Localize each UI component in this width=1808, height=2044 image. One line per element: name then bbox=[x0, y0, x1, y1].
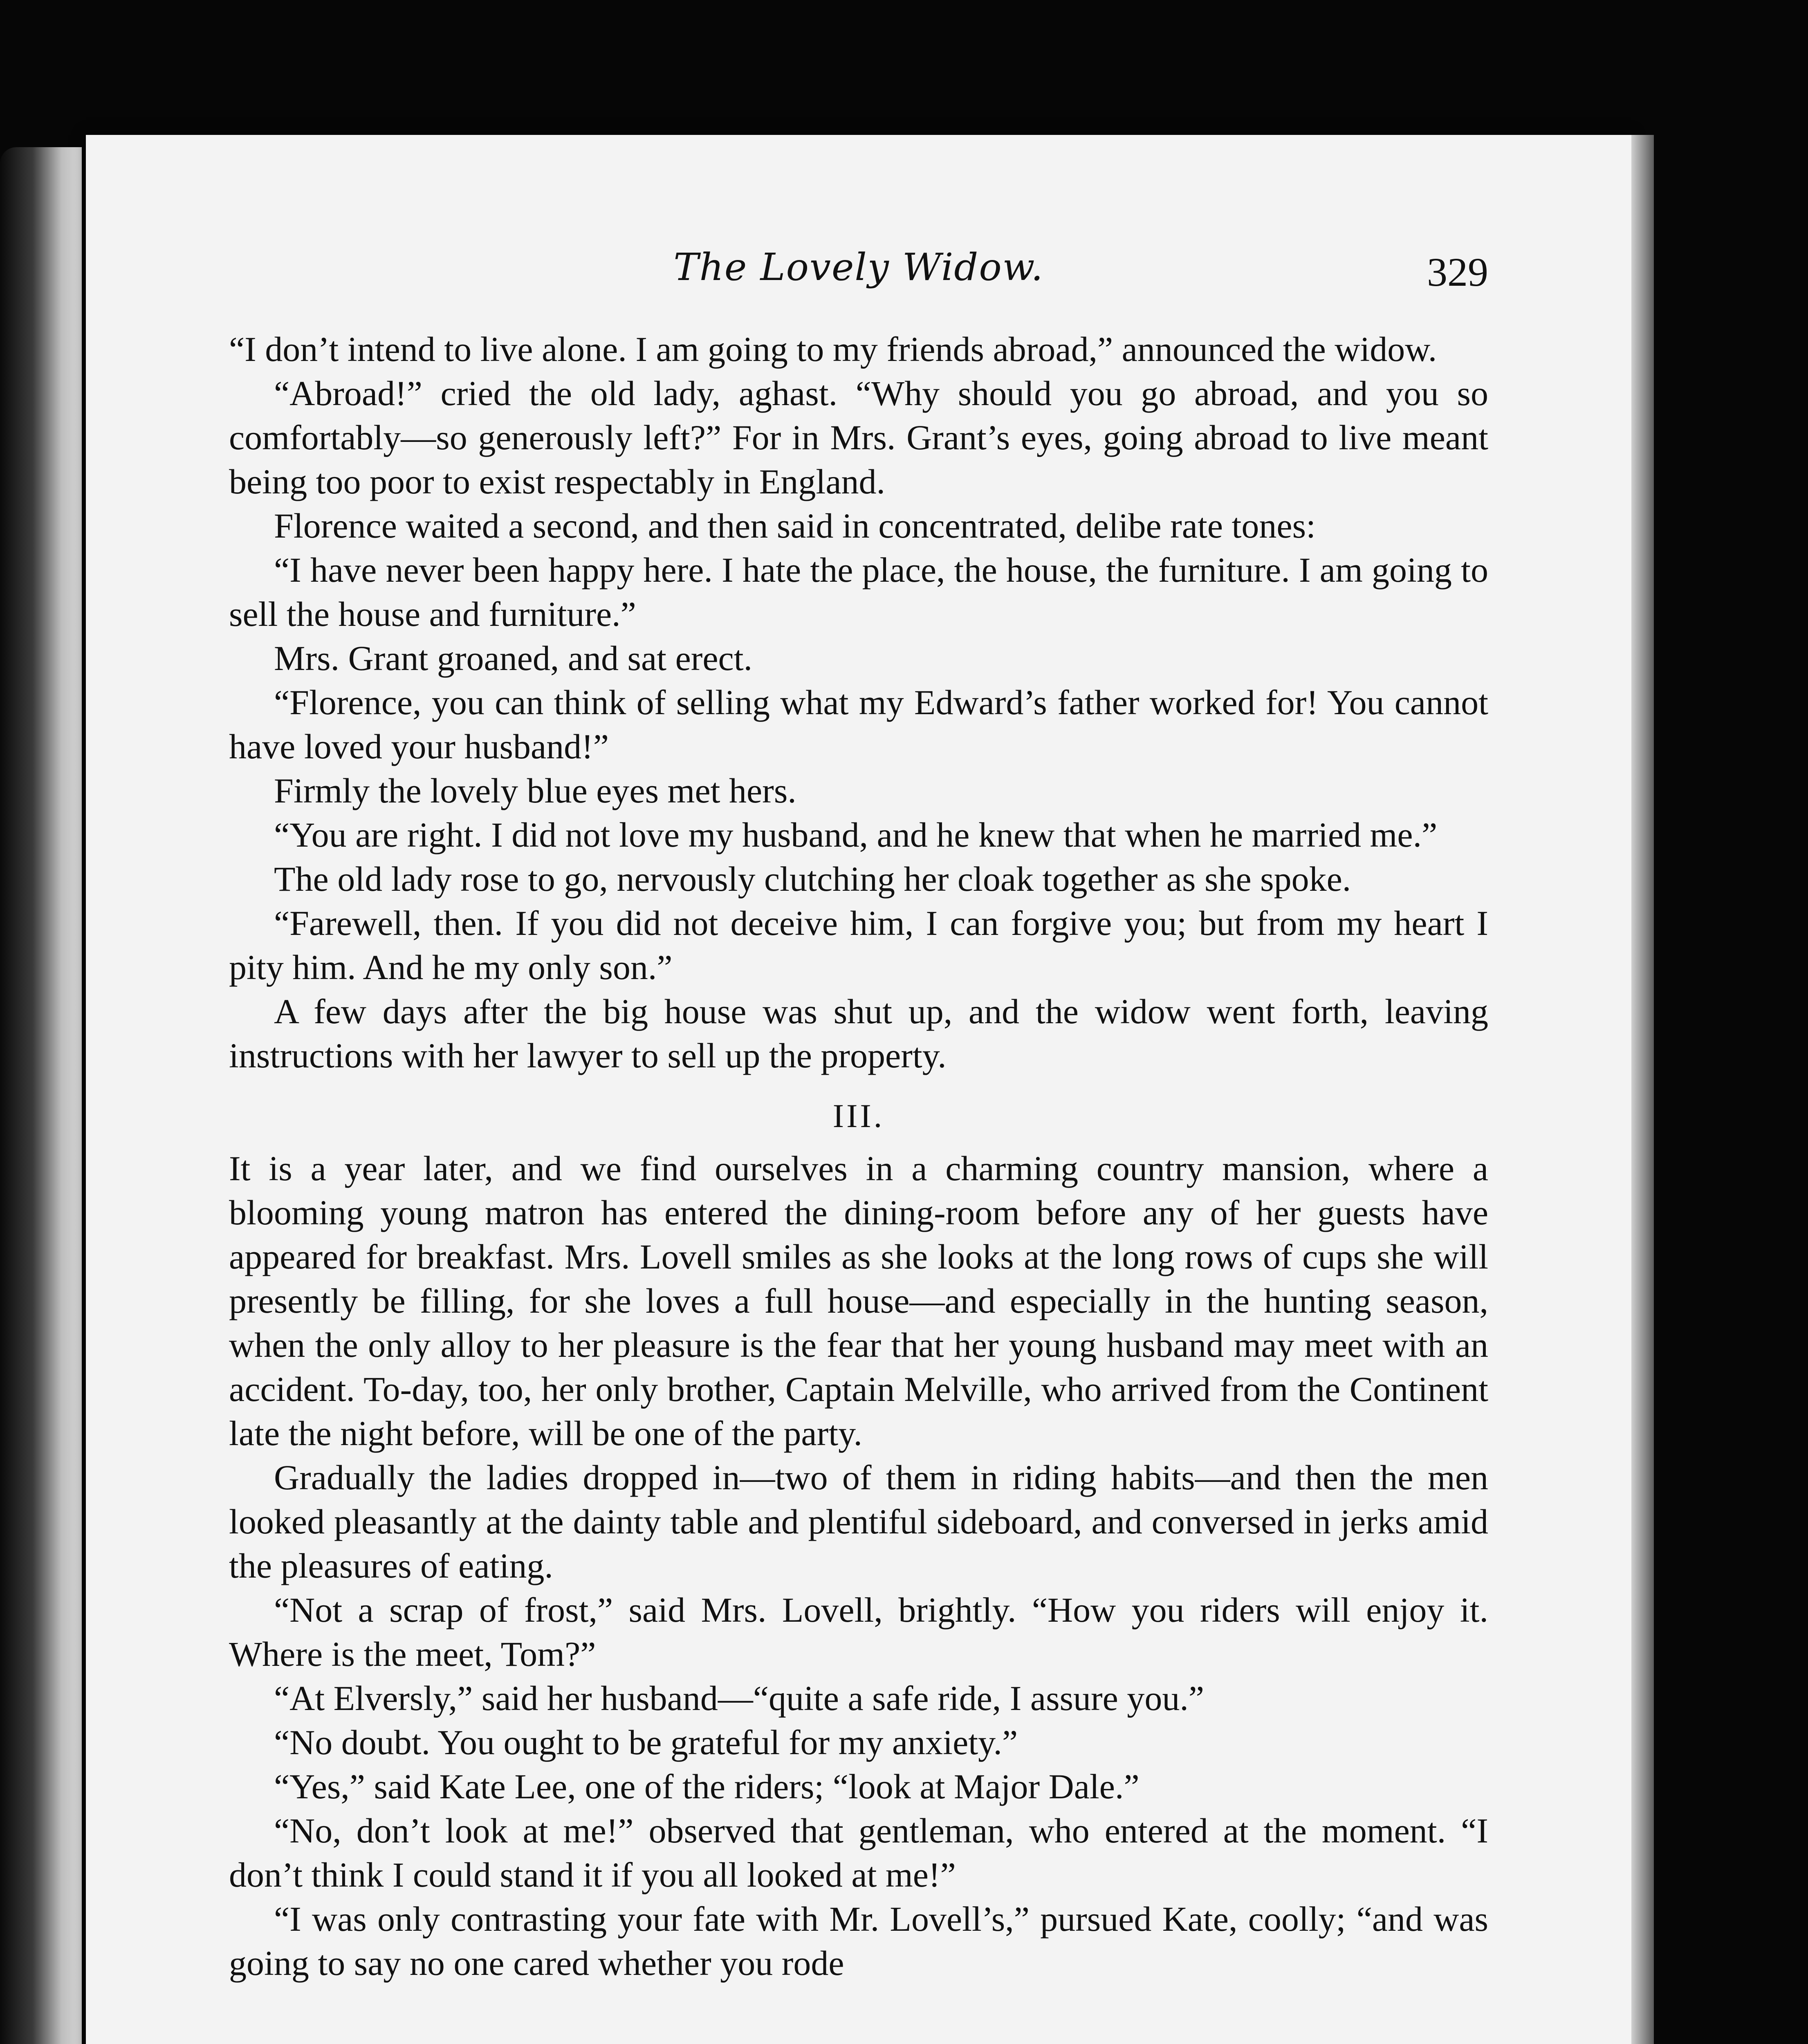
paragraph: A few days after the big house was shut up, and the widow went forth, leaving instructions with her lawyer to sell up the property. bbox=[229, 992, 1488, 1075]
page-sheet bbox=[86, 135, 1631, 2044]
previous-page-edge bbox=[0, 147, 82, 2044]
paragraph: “Florence, you can think of selling what my Edward’s father worked for! You cannot have loved your husband!” bbox=[229, 683, 1488, 766]
body-text bbox=[229, 327, 1488, 1985]
paragraph: Firmly the lovely blue eyes met hers. bbox=[274, 771, 796, 810]
paragraph: It is a year later, and we find ourselves in a charming country mansion, where a blooming young matron has entered the dining-room before any of her guests have appeared for breakfast. Mrs. Lovell smiles as she looks at the long rows of cups she will presently be filling, for she loves a full house—and especially in the hunting season, when the only alloy to her pleasure is the fear that her young husband may meet with an accident. To-day, too, her only brother, Captain Melville, who arrived from the Continent late the night before, will be one of the party. bbox=[229, 1149, 1488, 1453]
paragraph: “I don’t intend to live alone. I am going to my friends abroad,” announced the widow. bbox=[229, 329, 1437, 369]
paragraph: Mrs. Grant groaned, and sat erect. bbox=[274, 639, 753, 678]
page-header bbox=[229, 245, 1488, 311]
paragraph: “Yes,” said Kate Lee, one of the riders; “look at Major Dale.” bbox=[274, 1767, 1140, 1806]
paragraph: Gradually the ladies dropped in—two of them in riding habits—and then the men looked pleasantly at the dainty table and plentiful sideboard, and conversed in jerks amid the pleasures of eating. bbox=[229, 1458, 1488, 1585]
paragraph: Florence waited a second, and then said in concentrated, delibe rate tones: bbox=[274, 506, 1316, 545]
paragraph: “I was only contrasting your fate with Mr. Lovell’s,” pursued Kate, coolly; “and was going to say no one cared whether you rode bbox=[229, 1899, 1488, 1983]
paragraph: “Abroad!” cried the old lady, aghast. “Why should you go abroad, and you so comfortably—so generously left?” For in Mrs. Grant’s eyes, going abroad to live meant being too poor to exist respectably in England. bbox=[229, 374, 1488, 501]
section-heading: III. bbox=[832, 1097, 885, 1134]
paragraph: “No doubt. You ought to be grateful for my anxiety.” bbox=[274, 1723, 1018, 1762]
paragraph: “I have never been happy here. I hate the place, the house, the furniture. I am going to sell the house and furniture.” bbox=[229, 550, 1488, 634]
paragraph: “Farewell, then. If you did not deceive him, I can forgive you; but from my heart I pity him. And he my only son.” bbox=[229, 903, 1488, 987]
paragraph: “Not a scrap of frost,” said Mrs. Lovell, brightly. “How you riders will enjoy it. Where is the meet, Tom?” bbox=[229, 1590, 1488, 1674]
running-title: The Lovely Widow. bbox=[673, 245, 1044, 289]
paragraph: “No, don’t look at me!” observed that gentleman, who entered at the moment. “I don’t think I could stand it if you all looked at me!” bbox=[229, 1811, 1488, 1894]
paragraph: “You are right. I did not love my husband, and he knew that when he married me.” bbox=[274, 815, 1438, 854]
paragraph: The old lady rose to go, nervously clutching her cloak together as she spoke. bbox=[274, 859, 1351, 899]
paragraph: “At Elversly,” said her husband—“quite a safe ride, I assure you.” bbox=[274, 1679, 1205, 1718]
page-number: 329 bbox=[1427, 249, 1488, 295]
